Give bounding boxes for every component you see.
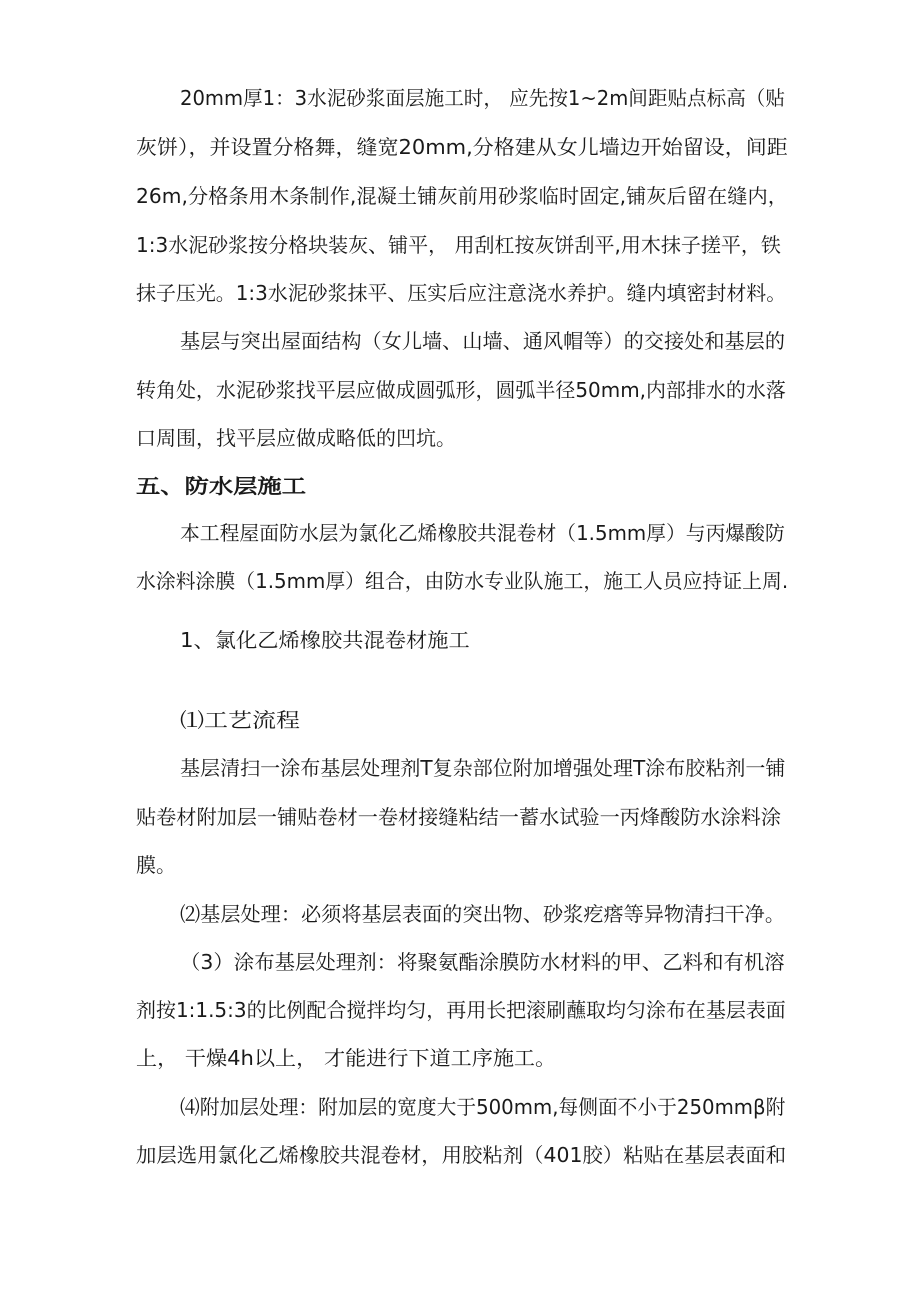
item-heading: ⑴工艺流程 xyxy=(180,708,300,732)
text-line: 水涂料涂膜（1.5mm厚）组合，由防水专业队施工，施工人员应持证上周. xyxy=(136,569,789,593)
text-line: 抹子压光。1:3水泥砂浆抹平、压实后应注意浇水养护。缝内填密封材料。 xyxy=(136,281,787,305)
text-line: 膜。 xyxy=(136,853,176,877)
text-line: 基层清扫一涂布基层处理剂T复杂部位附加增强处理T涂布胶粘剂一铺 xyxy=(180,756,786,780)
text-line: 1:3水泥砂浆按分格块装灰、铺平， 用刮杠按灰饼刮平,用木抹子搓平，铁 xyxy=(136,233,781,257)
text-line: 加层选用氯化乙烯橡胶共混卷材，用胶粘剂（401胶）粘贴在基层表面和 xyxy=(136,1143,787,1167)
text-line: 上， 干燥4h以上， 才能进行下道工序施工。 xyxy=(136,1046,557,1070)
text-line: ⑷附加层处理：附加层的宽度大于500mm,每侧面不小于250mmβ附 xyxy=(180,1095,786,1119)
subsection-heading: 1、氯化乙烯橡胶共混卷材施工 xyxy=(180,628,470,652)
text-line: 基层与突出屋面结构（女儿墙、山墙、通风帽等）的交接处和基层的 xyxy=(180,329,785,353)
text-line: 转角处，水泥砂浆找平层应做成圆弧形，圆弧半径50mm,内部排水的水落 xyxy=(136,378,786,402)
text-line: 剂按1:1.5:3的比例配合搅拌均匀，再用长把滚刷蘸取均匀涂布在基层表面 xyxy=(136,998,786,1022)
text-line: 灰饼），并设置分格舞，缝宽20mm,分格建从女儿墙边开始留设，间距 xyxy=(136,135,788,159)
text-line: ⑵基层处理：必须将基层表面的突出物、砂浆疙瘩等异物清扫干净。 xyxy=(180,902,785,926)
text-line: 贴卷材附加层一铺贴卷材一卷材接缝粘结一蓄水试验一丙烽酸防水涂料涂 xyxy=(136,805,781,829)
text-line: 本工程屋面防水层为氯化乙烯橡胶共混卷材（1.5mm厚）与丙爆酸防 xyxy=(180,521,785,545)
text-line: 口周围，找平层应做成略低的凹坑。 xyxy=(136,426,456,450)
section-heading: 五、防水层施工 xyxy=(136,474,307,498)
text-line: 20mm厚1：3水泥砂浆面层施工时， 应先按1~2m间距贴点标高（贴 xyxy=(180,86,785,110)
text-line: 26m,分格条用木条制作,混凝土铺灰前用砂浆临时固定,铺灰后留在缝内， xyxy=(136,184,789,208)
text-line: （3）涂布基层处理剂：将聚氨酯涂膜防水材料的甲、乙料和有机溶 xyxy=(180,950,785,974)
